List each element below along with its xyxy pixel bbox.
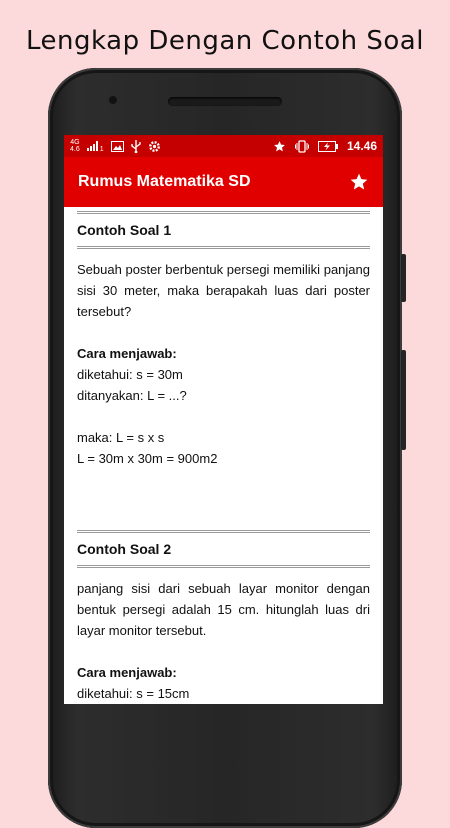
vibrate-icon: [295, 140, 309, 153]
signal-sub-label: 1: [99, 145, 104, 153]
network-sub-label: 4.6: [70, 146, 80, 153]
favorite-star-icon[interactable]: [349, 172, 369, 192]
usb-icon: [131, 140, 141, 153]
phone-power-button: [401, 254, 406, 302]
section-title: Contoh Soal 1: [77, 222, 172, 238]
asked-line: ditanyakan: L = ...?: [77, 388, 187, 403]
network-4g-icon: [70, 139, 80, 153]
earpiece-speaker: [168, 97, 282, 106]
battery-charging-icon: [318, 141, 338, 152]
app-title: Rumus Matematika SD: [78, 173, 251, 190]
known-line: diketahui: s = 30m: [77, 367, 183, 382]
answer-label: Cara menjawab:: [77, 346, 177, 361]
answer-block: [77, 662, 370, 704]
network-label: 4G: [70, 139, 80, 146]
answer-block: [77, 343, 370, 469]
status-time: 14.46: [346, 139, 377, 153]
content-scroll[interactable]: [64, 207, 383, 704]
front-camera: [107, 94, 119, 106]
question-text: panjang sisi dari sebuah layar monitor dengan bentuk persegi adalah 15 cm. hitunglah luas dri layar monitor tersebut.: [77, 581, 370, 638]
image-icon: [111, 141, 124, 152]
section-title: Contoh Soal 2: [77, 541, 172, 557]
signal-icon: [87, 141, 98, 151]
status-bar: [64, 135, 383, 157]
result-line: L = 30m x 30m = 900m2: [77, 451, 218, 466]
answer-label: Cara menjawab:: [77, 665, 177, 680]
star-icon: [273, 140, 286, 153]
app-bar: [64, 157, 383, 207]
section-divider: [77, 565, 370, 568]
phone-screen: [64, 135, 383, 704]
known-line: diketahui: s = 15cm: [77, 686, 190, 701]
phone-volume-button: [401, 350, 406, 450]
section-divider: [77, 246, 370, 249]
promo-title: Lengkap Dengan Contoh Soal: [26, 26, 424, 56]
formula-line: maka: L = s x s: [77, 430, 165, 445]
question-text: Sebuah poster berbentuk persegi memiliki panjang sisi 30 meter, maka berapakah luas dari poster tersebut?: [77, 262, 370, 319]
settings-icon: [148, 140, 161, 153]
